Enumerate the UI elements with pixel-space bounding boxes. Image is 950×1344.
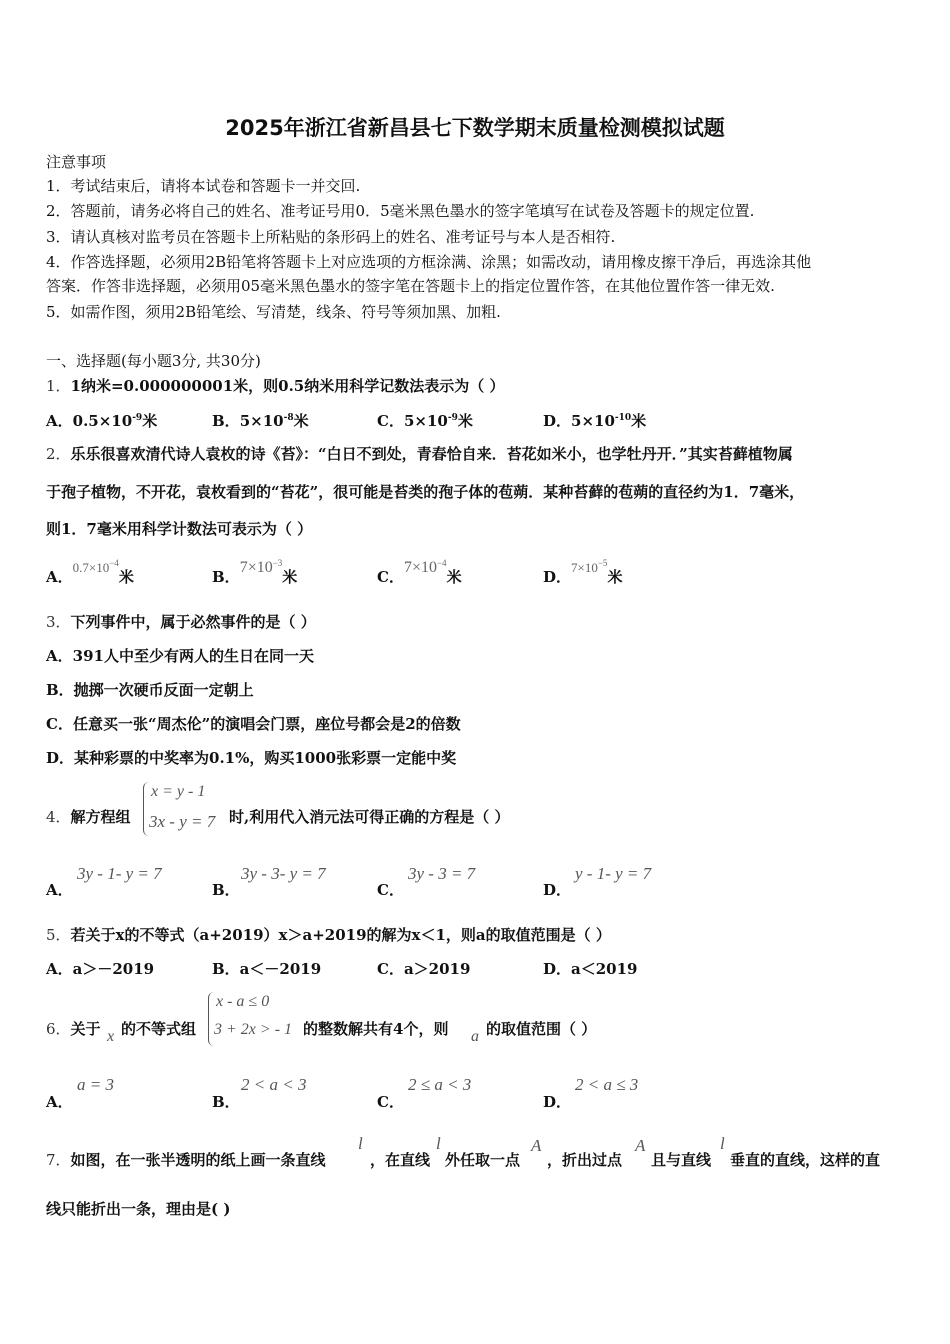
question-number: 3．: [46, 613, 71, 631]
option-c: C．a＞2019: [377, 960, 471, 978]
question-2: [46, 444, 793, 464]
question-number: 7．: [46, 1151, 71, 1169]
question-stem: 的整数解共有4个，则: [303, 1020, 449, 1038]
question-4: 4．解方程组: [46, 808, 131, 826]
equation-1: x = y - 1: [151, 783, 206, 800]
question-stem: 外任取一点: [445, 1151, 521, 1169]
line-l: l: [358, 1134, 363, 1153]
question-stem: 1纳米=0.000000001米，则0.5纳米用科学记数法表示为（ ）: [70, 377, 505, 395]
option-a: A．391人中至少有两人的生日在同一天: [46, 647, 314, 665]
option-b: B．抛掷一次硬币反面一定朝上: [46, 681, 254, 699]
option-c: C．: [377, 881, 404, 899]
option-d: D．: [543, 881, 572, 899]
question-3: [46, 612, 316, 632]
section-heading: 一、选择题(每小题3分, 共30分): [46, 352, 261, 370]
option-d: D．: [543, 1093, 572, 1111]
option-a-expr: 3y - 1- y = 7: [77, 864, 162, 883]
option-b-expr: 3y - 3- y = 7: [241, 864, 326, 883]
notice-item: 1．考试结束后，请将本试卷和答题卡一并交回.: [46, 177, 361, 195]
question-stem: 若关于x的不等式（a+2019）x＞a+2019的解为x＜1，则a的取值范围是（ ）: [70, 926, 611, 944]
inequality-2: 3 + 2x > - 1: [214, 1021, 293, 1038]
option-b: B．: [212, 881, 240, 899]
option-b: B．: [212, 1093, 240, 1111]
notice-item: 4．作答选择题，必须用2B铅笔将答题卡上对应选项的方框涂满、涂黑；如需改动，请用橡皮擦干净后，再选涂其他: [46, 253, 812, 271]
option-c-expr: 3y - 3 = 7: [408, 864, 476, 883]
question-number: 4．: [46, 808, 71, 826]
option-b: B．a＜－2019: [212, 960, 322, 978]
question-stem: ，折出过点: [547, 1151, 623, 1169]
question-stem: 乐乐很喜欢清代诗人袁枚的诗《苔》：“白日不到处，青春恰自来．苔花如米小，也学牡丹开．”其实苔藓植物属: [70, 445, 793, 463]
option-d: D．某种彩票的中奖率为0.1%，购买1000张彩票一定能中奖: [46, 749, 457, 767]
question-stem-line: 于孢子植物，不开花，袁枚看到的“苔花”，很可能是苔类的孢子体的苞蒴．某种苔藓的苞蒴的直径约为1．7毫米，: [46, 483, 805, 501]
option-b: B．$7\times 10^{-3}$米: [212, 558, 298, 586]
question-stem: ，在直线: [370, 1151, 431, 1169]
line-l: l: [436, 1134, 441, 1153]
notice-item: 答案．作答非选择题，必须用05毫米黑色墨水的签字笔在答题卡上的指定位置作答，在其他位置作答一律无效.: [46, 277, 775, 295]
option-c: C．$7\times 10^{-4}$米: [377, 558, 462, 586]
variable-x: x: [107, 1028, 115, 1045]
notice-item: 3．请认真核对监考员在答题卡上所粘贴的条形码上的姓名、准考证号与本人是否相符.: [46, 228, 616, 246]
question-stem: 的不等式组: [121, 1020, 197, 1038]
point-a: A: [635, 1136, 646, 1155]
question-stem: 且与直线: [651, 1151, 712, 1169]
inequality-1: x - a ≤ 0: [216, 993, 270, 1010]
option-a: A．: [46, 1093, 73, 1111]
option-a: A．: [46, 881, 73, 899]
notice-item: 2．答题前，请务必将自己的姓名、准考证号用0．5毫米黑色墨水的签字笔填写在试卷及答题卡的规定位置.: [46, 202, 755, 220]
question-number: 2．: [46, 445, 71, 463]
notice-item: 5．如需作图，须用2B铅笔绘、写清楚，线条、符号等须加黑、加粗.: [46, 303, 501, 321]
option-d: D．$5\times 10^{-10}$米: [543, 412, 647, 430]
point-a: A: [531, 1136, 542, 1155]
question-stem: 时,利用代入消元法可得正确的方程是（ ）: [229, 808, 510, 826]
option-d-expr: 2 < a ≤ 3: [575, 1075, 639, 1094]
question-stem-line: 线只能折出一条，理由是( ): [46, 1200, 231, 1218]
question-1: [46, 376, 504, 396]
option-c-expr: 2 ≤ a < 3: [408, 1075, 472, 1094]
question-5: [46, 925, 611, 945]
question-stem: 下列事件中，属于必然事件的是（ ）: [70, 613, 316, 631]
equation-2: 3x - y = 7: [149, 812, 216, 831]
option-d: D．a＜2019: [543, 960, 638, 978]
option-c: C．任意买一张“周杰伦”的演唱会门票，座位号都会是2的倍数: [46, 715, 461, 733]
option-c: C．: [377, 1093, 404, 1111]
option-a-expr: a = 3: [77, 1075, 114, 1094]
question-7: 7．如图，在一张半透明的纸上画一条直线: [46, 1151, 326, 1169]
notice-heading: 注意事项: [46, 153, 107, 171]
line-l: l: [720, 1134, 725, 1153]
page-title: 2025年浙江省新昌县七下数学期末质量检测模拟试题: [225, 116, 725, 140]
question-number: 1．: [46, 377, 71, 395]
option-b: B．$5\times 10^{-8}$米: [212, 412, 309, 430]
option-a: A．$0.5\times 10^{-9}$米: [46, 412, 158, 430]
option-a: A．$0.7\times 10^{-4}$米: [46, 558, 134, 586]
option-b-expr: 2 < a < 3: [241, 1075, 307, 1094]
option-d: D．$7\times 10^{-5}$米: [543, 558, 623, 586]
option-d-expr: y - 1- y = 7: [575, 864, 652, 883]
question-6: 6．关于: [46, 1020, 101, 1038]
question-stem: 的取值范围（ ）: [486, 1020, 597, 1038]
question-number: 5．: [46, 926, 71, 944]
question-stem-line: 则1．7毫米用科学计数法可表示为（ ）: [46, 520, 313, 538]
question-number: 6．: [46, 1020, 71, 1038]
option-c: C．$5\times 10^{-9}$米: [377, 412, 473, 430]
question-stem: 垂直的直线，这样的直: [730, 1151, 881, 1169]
variable-a: a: [471, 1028, 479, 1045]
option-a: A．a＞－2019: [46, 960, 155, 978]
